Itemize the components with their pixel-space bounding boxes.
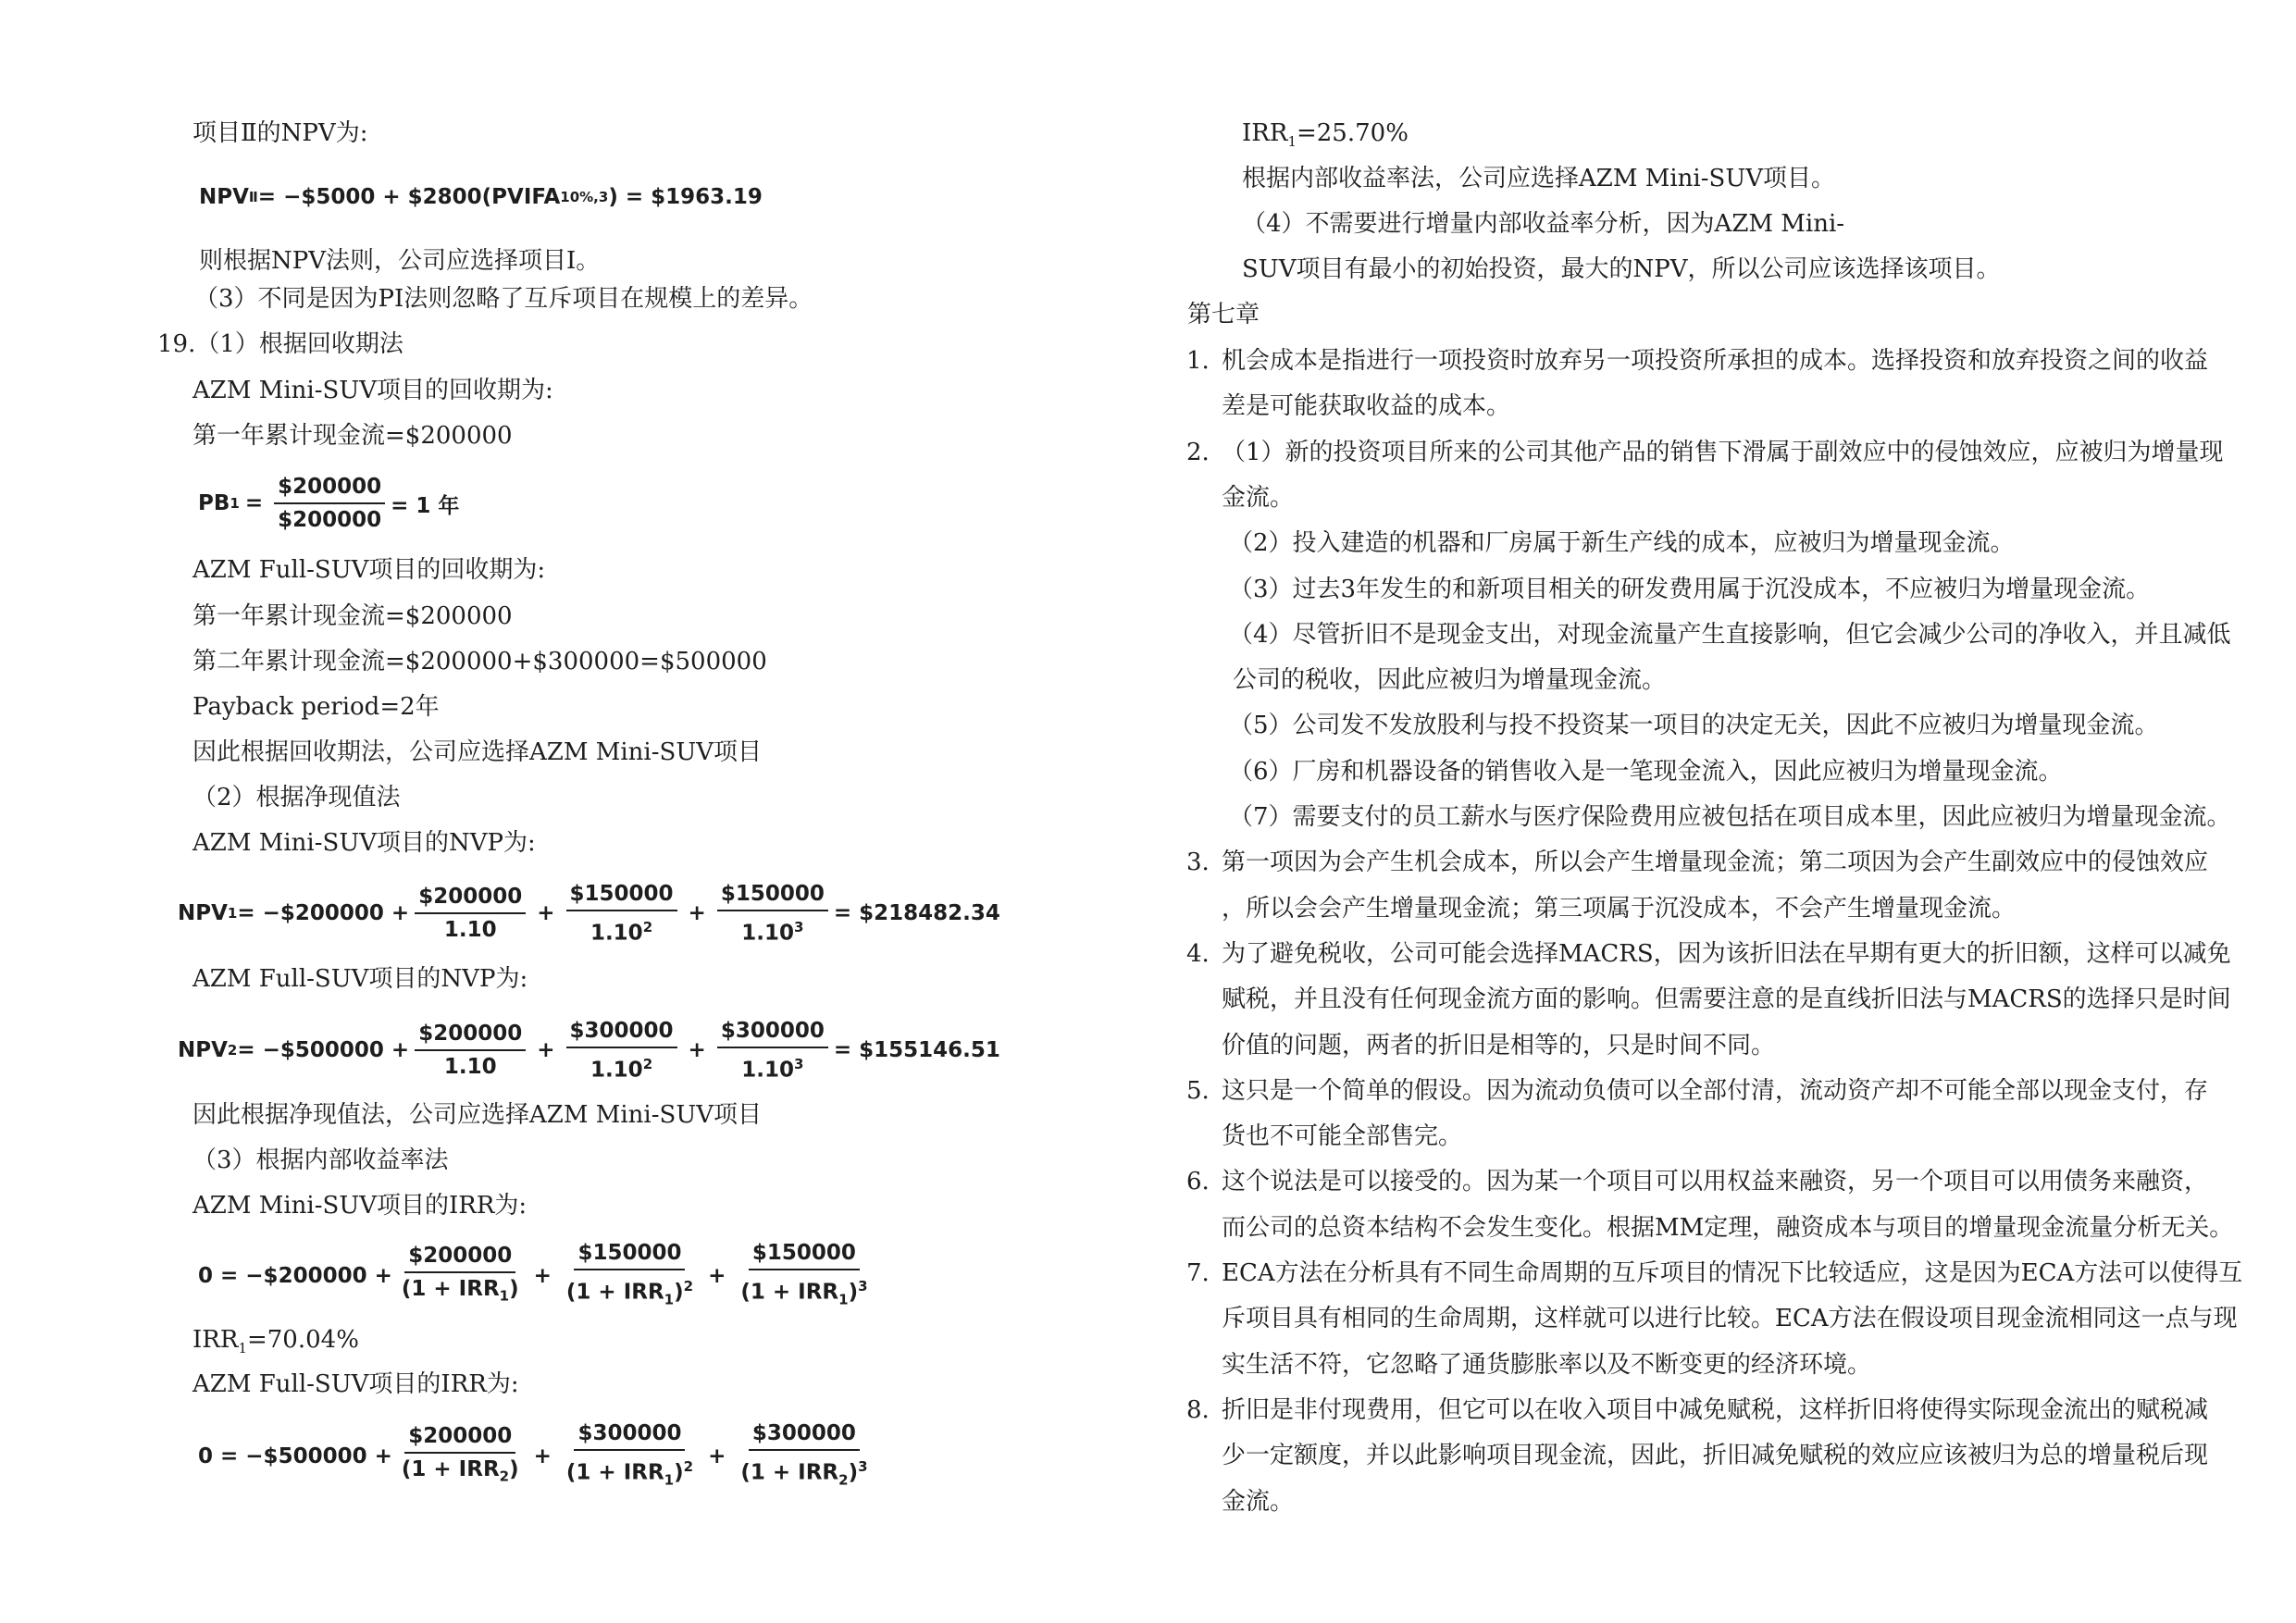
- numerator: $150000: [717, 881, 828, 911]
- list-item-number: 6.: [1186, 1168, 1210, 1196]
- denominator: 1.10: [741, 1058, 794, 1083]
- fraction: [398, 1243, 523, 1309]
- denominator: (1 + IRR: [565, 1460, 664, 1485]
- text-line: （3）根据内部收益率法: [192, 1146, 449, 1174]
- text-line: 第二年累计现金流=$200000+$300000=$500000: [192, 648, 767, 675]
- denominator: 1.10: [741, 921, 794, 946]
- eq-result: = $218482.34: [833, 901, 1000, 926]
- list-item-number: 3.: [1186, 849, 1210, 877]
- eq-text: =25.70%: [1296, 119, 1409, 147]
- fraction: [274, 474, 385, 533]
- numerator: $200000: [415, 884, 526, 914]
- denominator: 1.10: [590, 921, 643, 946]
- eq-text: =70.04%: [246, 1326, 359, 1354]
- irr1-result: [192, 1323, 359, 1365]
- eq-text: IRR: [192, 1326, 239, 1354]
- denominator: (1 + IRR: [740, 1280, 839, 1305]
- list-item-line: 斥项目具有相同的生命周期，这样就可以进行比较。ECA方法在假设项目现金流相同这一点与现: [1222, 1305, 2238, 1333]
- list-item-line: （4）尽管折旧不是现金支出，对现金流量产生直接影响，但它会减少公司的净收入，并且减低: [1229, 620, 2231, 649]
- list-item-number: 5.: [1186, 1076, 1210, 1105]
- text-line: AZM Mini-SUV项目的IRR为:: [192, 1192, 527, 1220]
- list-item-line: ECA方法在分析具有不同生命周期的互斥项目的情况下比较适应，这是因为ECA方法可以使得互: [1222, 1259, 2243, 1287]
- eq-text: = −$500000 +: [237, 1038, 410, 1063]
- list-item-line: 金流。: [1222, 1487, 1295, 1516]
- eq-text: = −$5000 + $2800(PVIFA: [257, 185, 561, 209]
- exponent: 2: [683, 1278, 694, 1295]
- text-line: Payback period=2年: [192, 693, 440, 721]
- fraction: [566, 881, 677, 947]
- list-item-line: 实生活不符，它忽略了通货膨胀率以及不断变更的经济环境。: [1222, 1350, 1872, 1379]
- eq-subscript: 1: [838, 1291, 849, 1308]
- equation-irr1: 0 = −$200000 + $\frac{\$200000}{(1 + IRR_1)}$ + $\frac{\$150000}{(1 + IRR_1)^2}$ + $\frac{\$150000}{(1 + IRR_1)^3}$: [198, 1240, 877, 1312]
- equation-npv-project-2: [199, 185, 763, 209]
- numerator: $150000: [749, 1240, 860, 1270]
- list-item-line: ，所以会会产生增量现金流；第三项属于沉没成本，不会产生增量现金流。: [1222, 894, 2017, 923]
- list-item-line: 少一定额度，并以此影响项目现金流，因此，折旧减免赋税的效应应该被归为总的增量税后现: [1222, 1442, 2209, 1470]
- numerator: $200000: [404, 1243, 515, 1273]
- irr1-result-right: [1242, 117, 1409, 158]
- denominator: ): [674, 1280, 684, 1305]
- list-item-number: 8.: [1186, 1395, 1210, 1424]
- eq-text: NPV: [178, 901, 228, 926]
- equation-npv1: NPV 1 = −$200000 + $\frac{\$200000}{1.10}$ + $\frac{\$150000}{1.10^2}$ + $\frac{\$150000}{1.10^3}$ = $218482.34: [178, 882, 1000, 946]
- eq-text: NPV: [178, 1038, 228, 1063]
- denominator: ): [509, 1277, 519, 1302]
- eq-subscript: Ⅱ: [248, 189, 258, 205]
- numerator: $300000: [574, 1420, 685, 1451]
- exponent: 2: [683, 1458, 694, 1475]
- fraction: [717, 881, 828, 947]
- list-item-line: 公司的税收，因此应被归为增量现金流。: [1233, 666, 1667, 695]
- exponent: 3: [858, 1458, 868, 1475]
- denominator: (1 + IRR: [565, 1280, 664, 1305]
- text-line: 第一年累计现金流=$200000: [192, 602, 513, 630]
- numerator: $200000: [274, 474, 385, 504]
- list-item-line: （6）厂房和机器设备的销售收入是一笔现金流入，因此应被归为增量现金流。: [1229, 757, 2063, 786]
- eq-text: IRR: [1242, 119, 1288, 147]
- fraction: [415, 1021, 526, 1080]
- list-item-line: 货也不可能全部售完。: [1222, 1122, 1463, 1151]
- fraction: [566, 1018, 677, 1084]
- eq-text: 0 = −$200000 +: [198, 1264, 392, 1289]
- chapter-heading: 第七章: [1187, 301, 1260, 328]
- text-line: AZM Full-SUV项目的NVP为:: [192, 965, 528, 993]
- numerator: $300000: [566, 1018, 677, 1048]
- eq-subscript: 1: [230, 495, 240, 512]
- list-item-line: 为了避免税收，公司可能会选择MACRS，因为该折旧法在早期有更大的折旧额，这样可以减免: [1222, 939, 2231, 968]
- text-line: 因此根据净现值法，公司应选择AZM Mini-SUV项目: [192, 1101, 763, 1129]
- list-item-line: （3）过去3年发生的和新项目相关的研发费用属于沉没成本，不应被归为增量现金流。: [1229, 575, 2151, 603]
- list-item-line: 金流。: [1222, 483, 1295, 512]
- equation-payback-1: PB 1 = $\frac{\$200000}{\$200000}$ = 1 年: [198, 475, 460, 532]
- list-item-number: 2.: [1186, 438, 1210, 466]
- denominator: ): [848, 1460, 859, 1485]
- text-line: AZM Mini-SUV项目的NVP为:: [192, 829, 536, 857]
- list-item-line: （2）投入建造的机器和厂房属于新生产线的成本，应被归为增量现金流。: [1229, 529, 2015, 558]
- eq-text: = 1 年: [391, 493, 460, 518]
- denominator: ): [674, 1460, 684, 1485]
- list-item-number: 7.: [1186, 1259, 1210, 1287]
- text-line: 则根据NPV法则，公司应选择项目Ⅰ。: [199, 247, 601, 275]
- exponent: 3: [858, 1278, 868, 1295]
- denominator: 1.10: [590, 1058, 643, 1083]
- eq-text: NPV: [199, 185, 249, 209]
- eq-subscript: 1: [227, 905, 238, 923]
- denominator: ): [509, 1457, 519, 1482]
- fraction: [415, 884, 526, 943]
- eq-text: ) = $1963.19: [608, 185, 763, 209]
- numerator: $200000: [415, 1021, 526, 1051]
- list-item-line: 第一项因为会产生机会成本，所以会产生增量现金流；第二项因为会产生副效应中的侵蚀效应: [1222, 849, 2209, 877]
- text-line: （3）不同是因为PI法则忽略了互斥项目在规模上的差异。: [194, 285, 813, 313]
- eq-subscript: 10%,3: [560, 189, 609, 205]
- fraction: [563, 1420, 697, 1493]
- fraction: [737, 1240, 871, 1312]
- equation-irr2: 0 = −$500000 + $\frac{\$200000}{(1 + IRR_2)}$ + $\frac{\$300000}{(1 + IRR_1)^2}$ + $\frac{\$300000}{(1 + IRR_2)^3}$: [198, 1420, 877, 1493]
- denominator: 1.10: [443, 918, 497, 943]
- list-item-line: （5）公司发不发放股利与投不投资某一项目的决定无关，因此不应被归为增量现金流。: [1229, 712, 2159, 740]
- text-line: （4）不需要进行增量内部收益率分析，因为AZM Mini-: [1242, 210, 1845, 238]
- list-item-number: 4.: [1186, 939, 1210, 968]
- eq-text: = −$200000 +: [237, 901, 410, 926]
- eq-text: 0 = −$500000 +: [198, 1444, 392, 1469]
- fraction: [563, 1240, 697, 1312]
- list-item-line: 价值的问题，两者的折旧是相等的，只是时间不同。: [1222, 1031, 1776, 1059]
- text-line: 项目Ⅱ的NPV为:: [192, 119, 368, 147]
- eq-subscript: 1: [499, 1287, 510, 1305]
- text-line: 根据内部收益率法，公司应选择AZM Mini-SUV项目。: [1242, 165, 1836, 192]
- text-line: AZM Full-SUV项目的回收期为:: [192, 556, 546, 584]
- fraction: [717, 1018, 828, 1084]
- numerator: $150000: [574, 1240, 685, 1270]
- list-item-line: 折旧是非付现费用，但它可以在收入项目中减免赋税，这样折旧将使得实际现金流出的赋税减: [1222, 1395, 2209, 1424]
- list-item-line: 这只是一个简单的假设。因为流动负债可以全部付清，流动资产却不可能全部以现金支付，存: [1222, 1076, 2209, 1105]
- text-line: （2）根据净现值法: [192, 784, 401, 812]
- denominator: $200000: [278, 508, 382, 532]
- list-item-line: （1）新的投资项目所来的公司其他产品的销售下滑属于副效应中的侵蚀效应，应被归为增量现: [1222, 438, 2224, 466]
- text-line: 第一年累计现金流=$200000: [192, 422, 513, 450]
- numerator: $300000: [717, 1018, 828, 1048]
- list-item-line: （7）需要支付的员工薪水与医疗保险费用应被包括在项目成本里，因此应被归为增量现金流。: [1229, 803, 2231, 831]
- text-line: SUV项目有最小的初始投资，最大的NPV，所以公司应该选择该项目。: [1242, 255, 2001, 283]
- denominator: 1.10: [443, 1055, 497, 1080]
- list-item-line: 机会成本是指进行一项投资时放弃另一项投资所承担的成本。选择投资和放弃投资之间的收益: [1222, 347, 2209, 375]
- eq-result: = $155146.51: [833, 1038, 1000, 1063]
- denominator: (1 + IRR: [401, 1277, 500, 1302]
- eq-subscript: 2: [227, 1042, 238, 1059]
- list-item-line: 这个说法是可以接受的。因为某一个项目可以用权益来融资，另一个项目可以用债务来融资，: [1222, 1168, 2209, 1196]
- eq-subscript: 2: [838, 1471, 849, 1489]
- exponent: 3: [794, 1056, 804, 1072]
- list-item-line: 赋税，并且没有任何现金流方面的影响。但需要注意的是直线折旧法与MACRS的选择只是时间: [1222, 985, 2231, 1014]
- numerator: $300000: [749, 1420, 860, 1451]
- list-item-number: 1.: [1186, 347, 1210, 375]
- denominator: (1 + IRR: [740, 1460, 839, 1485]
- eq-subscript: 1: [1287, 133, 1297, 151]
- eq-subscript: 1: [664, 1291, 675, 1308]
- eq-subscript: 2: [499, 1468, 510, 1485]
- text-line: AZM Full-SUV项目的IRR为:: [192, 1370, 519, 1398]
- list-item-line: 差是可能获取收益的成本。: [1222, 392, 1511, 421]
- denominator: (1 + IRR: [401, 1457, 500, 1482]
- eq-text: PB: [198, 491, 230, 515]
- question-19-heading: 19.（1）根据回收期法: [157, 330, 403, 358]
- equation-npv2: NPV 2 = −$500000 + $\frac{\$200000}{1.10}$ + $\frac{\$300000}{1.10^2}$ + $\frac{\$300000}{1.10^3}$ = $155146.51: [178, 1019, 1000, 1083]
- eq-subscript: 1: [238, 1340, 247, 1357]
- text-line: 因此根据回收期法，公司应选择AZM Mini-SUV项目: [192, 738, 763, 766]
- fraction: [737, 1420, 871, 1493]
- exponent: 2: [642, 1056, 653, 1072]
- fraction: [398, 1423, 523, 1490]
- numerator: $150000: [566, 881, 677, 911]
- list-item-line: 而公司的总资本结构不会发生变化。根据MM定理，融资成本与项目的增量现金流量分析无关。: [1222, 1213, 2234, 1242]
- eq-subscript: 1: [664, 1471, 675, 1489]
- exponent: 3: [794, 919, 804, 935]
- text-line: AZM Mini-SUV项目的回收期为:: [192, 377, 553, 404]
- denominator: ): [848, 1280, 859, 1305]
- numerator: $200000: [404, 1423, 515, 1454]
- exponent: 2: [642, 919, 653, 935]
